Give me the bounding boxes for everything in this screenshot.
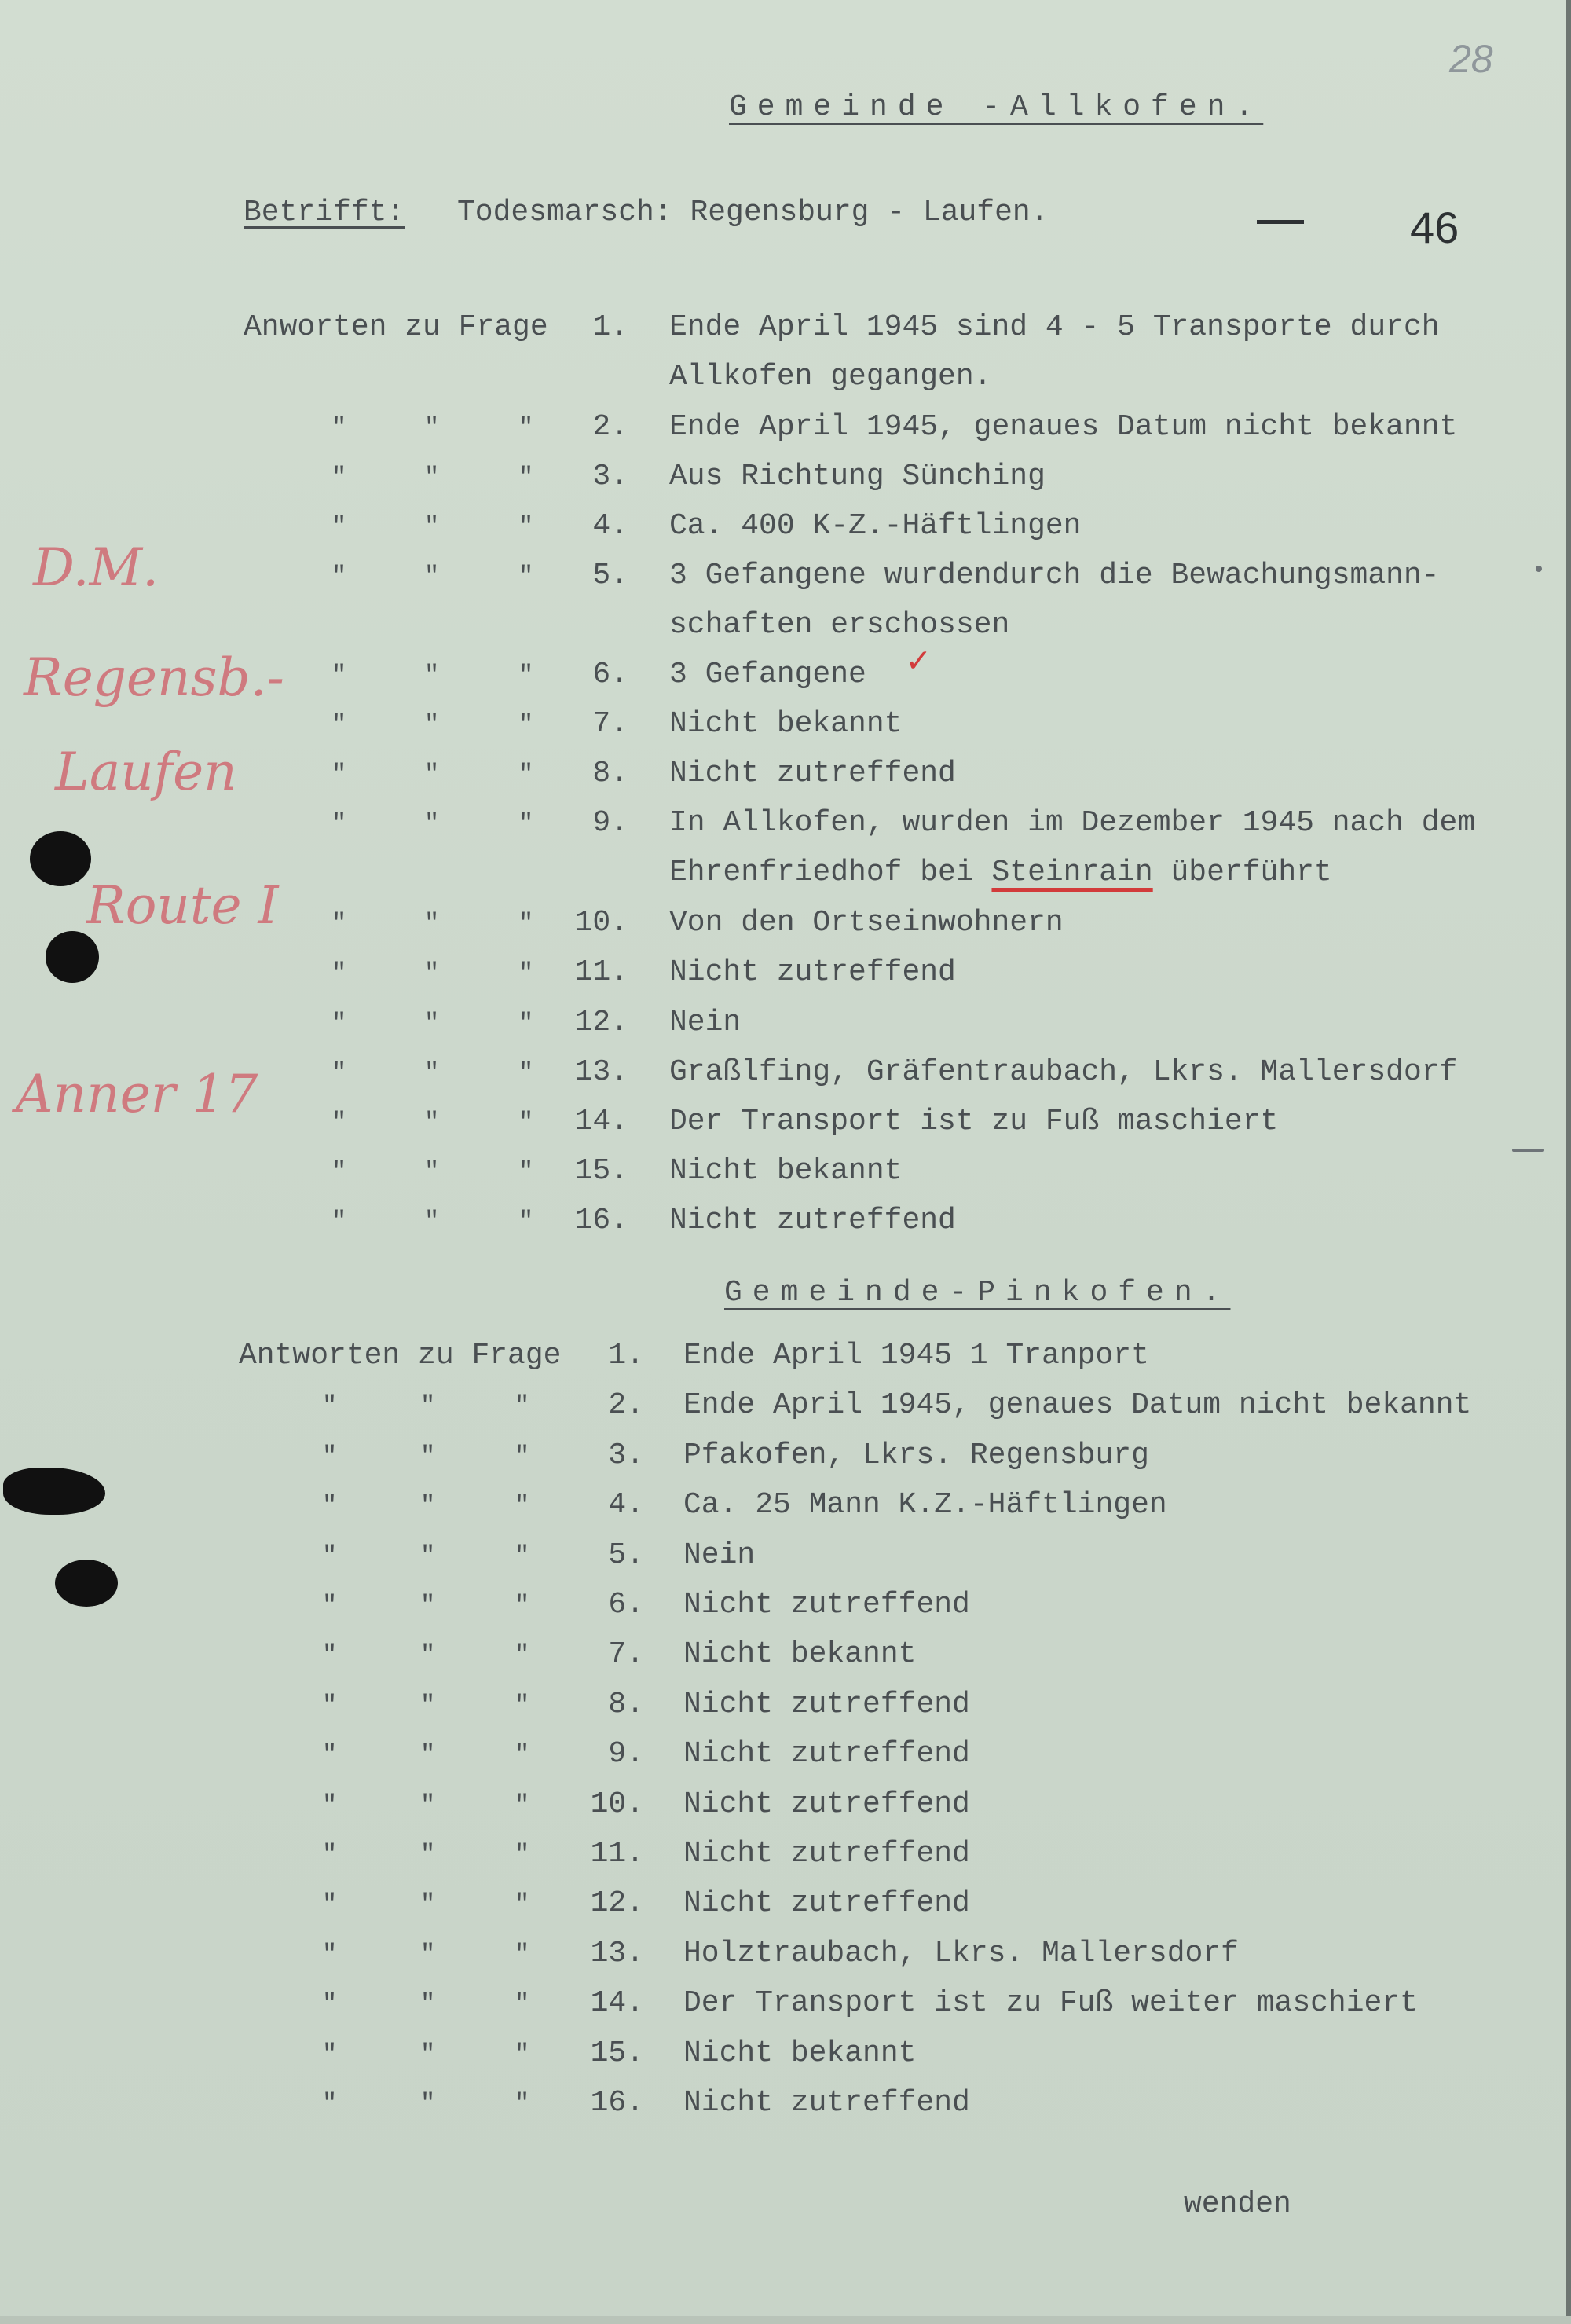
question-number: 11. <box>590 1837 644 1871</box>
ditto-mark: " <box>331 1058 347 1087</box>
answer-line: Der Transport ist zu Fuß weiter maschiert <box>683 1986 1418 2020</box>
ditto-mark: " <box>331 562 347 591</box>
question-number: 6. <box>608 1588 644 1622</box>
answer-line: Nicht zutreffend <box>669 955 956 989</box>
question-number: 1. <box>592 310 628 344</box>
ditto-mark: " <box>515 1391 530 1420</box>
ditto-mark: " <box>331 661 347 690</box>
ditto-mark: " <box>322 1591 338 1620</box>
ditto-mark: " <box>424 413 440 442</box>
answer-line: Ende April 1945 1 Tranport <box>683 1339 1149 1373</box>
punch-hole <box>55 1560 118 1607</box>
question-number: 15. <box>574 1154 628 1188</box>
ditto-mark: " <box>424 909 440 938</box>
question-lead: Antworten zu Frage <box>239 1339 562 1373</box>
question-number: 7. <box>592 707 628 741</box>
ditto-mark: " <box>424 809 440 838</box>
ditto-mark: " <box>331 512 347 541</box>
ditto-mark: " <box>518 1058 534 1087</box>
ditto-mark: " <box>515 1691 530 1720</box>
ditto-mark: " <box>518 1157 534 1186</box>
question-number: 13. <box>590 1937 644 1970</box>
ditto-mark: " <box>331 809 347 838</box>
page-edge-shadow <box>1566 0 1571 2324</box>
answer-line: Nicht zutreffend <box>683 1837 970 1871</box>
ditto-mark: " <box>420 1691 436 1720</box>
ditto-mark: " <box>424 661 440 690</box>
stamp-dash <box>1257 220 1304 224</box>
answer-line: Nicht bekannt <box>669 707 903 741</box>
ditto-mark: " <box>424 463 440 492</box>
ditto-mark: " <box>424 512 440 541</box>
answer-line: Ende April 1945 sind 4 - 5 Transporte durch <box>669 310 1440 344</box>
ditto-mark: " <box>515 2040 530 2069</box>
red-checkmark: ✓ <box>907 642 929 683</box>
punch-hole <box>46 931 99 983</box>
answer-line: Von den Ortseinwohnern <box>669 906 1064 940</box>
question-number: 8. <box>592 757 628 790</box>
answer-line: Allkofen gegangen. <box>669 360 992 394</box>
question-number: 4. <box>608 1488 644 1522</box>
question-number: 14. <box>590 1986 644 2020</box>
ditto-mark: " <box>331 710 347 739</box>
ditto-mark: " <box>322 1740 338 1769</box>
answer-line: Ca. 400 K-Z.-Häftlingen <box>669 509 1082 543</box>
ditto-mark: " <box>420 1890 436 1919</box>
ditto-mark: " <box>420 1640 436 1670</box>
question-number: 14. <box>574 1105 628 1138</box>
ditto-mark: " <box>420 1541 436 1571</box>
ditto-mark: " <box>322 1890 338 1919</box>
section1-title: Gemeinde -Allkofen. <box>729 90 1264 124</box>
subject-label: Betrifft: <box>244 196 405 229</box>
ditto-mark: " <box>424 1108 440 1137</box>
margin-note: Anner 17 <box>16 1064 258 1124</box>
ditto-mark: " <box>420 1840 436 1869</box>
answer-line: Nicht zutreffend <box>683 1737 970 1771</box>
ditto-mark: " <box>420 1442 436 1471</box>
question-number: 12. <box>574 1006 628 1039</box>
question-number: 12. <box>590 1886 644 1920</box>
answer-line: Nicht zutreffend <box>683 1787 970 1821</box>
ditto-mark: " <box>420 1740 436 1769</box>
section2-title: Gemeinde-Pinkofen. <box>724 1276 1231 1310</box>
ditto-mark: " <box>420 2089 436 2118</box>
ditto-mark: " <box>518 562 534 591</box>
ditto-mark: " <box>420 2040 436 2069</box>
ditto-mark: " <box>420 1989 436 2018</box>
ditto-mark: " <box>331 413 347 442</box>
ditto-mark: " <box>424 1157 440 1186</box>
ditto-mark: " <box>322 2040 338 2069</box>
ditto-mark: " <box>322 2089 338 2118</box>
answer-line: 3 Gefangene wurdendurch die Bewachungsmann- <box>669 559 1440 592</box>
answer-line: Nicht zutreffend <box>669 757 956 790</box>
answer-line: Nicht bekannt <box>683 2036 917 2070</box>
question-number: 9. <box>592 806 628 840</box>
question-number: 3. <box>608 1439 644 1472</box>
subject-text: Todesmarsch: Regensburg - Laufen. <box>457 196 1049 229</box>
ditto-mark: " <box>331 909 347 938</box>
ditto-mark: " <box>331 1207 347 1236</box>
ditto-mark: " <box>322 1640 338 1670</box>
question-number: 3. <box>592 460 628 493</box>
turn-over-note: wenden <box>1184 2187 1291 2221</box>
ditto-mark: " <box>518 463 534 492</box>
margin-note: Regensb.- <box>24 647 284 708</box>
answer-line: Holztraubach, Lkrs. Mallersdorf <box>683 1937 1239 1970</box>
ditto-mark: " <box>515 1840 530 1869</box>
ditto-mark: " <box>515 1491 530 1520</box>
ditto-mark: " <box>331 1157 347 1186</box>
ditto-mark: " <box>518 661 534 690</box>
answer-line: Graßlfing, Gräfentraubach, Lkrs. Mallersdorf <box>669 1055 1458 1089</box>
question-number: 4. <box>592 509 628 543</box>
answer-line: schaften erschossen <box>669 608 1010 642</box>
margin-note: Laufen <box>55 742 237 802</box>
answer-line: Der Transport ist zu Fuß maschiert <box>669 1105 1279 1138</box>
answer-text: Ehrenfriedhof bei <box>669 856 992 889</box>
ditto-mark: " <box>331 1009 347 1038</box>
answer-line: In Allkofen, wurden im Dezember 1945 nach dem <box>669 806 1476 840</box>
answer-line: Nicht bekannt <box>669 1154 903 1188</box>
question-number: 10. <box>574 906 628 940</box>
answer-line: Nein <box>683 1538 756 1572</box>
ditto-mark: " <box>331 463 347 492</box>
ditto-mark: " <box>424 1058 440 1087</box>
page-bottom-edge <box>0 2316 1571 2324</box>
ditto-mark: " <box>518 809 534 838</box>
answer-line: Nicht zutreffend <box>669 1204 956 1237</box>
answer-line: Nicht bekannt <box>683 1637 917 1671</box>
paper-speck <box>1536 566 1542 572</box>
answer-line: Nicht zutreffend <box>683 1688 970 1721</box>
ditto-mark: " <box>515 1989 530 2018</box>
margin-note: Route I <box>86 875 279 936</box>
ditto-mark: " <box>322 1840 338 1869</box>
question-number: 13. <box>574 1055 628 1089</box>
ditto-mark: " <box>331 760 347 789</box>
ditto-mark: " <box>518 413 534 442</box>
question-number: 6. <box>592 658 628 691</box>
ditto-mark: " <box>518 710 534 739</box>
question-number: 5. <box>592 559 628 592</box>
ditto-mark: " <box>424 1207 440 1236</box>
red-underlined-place: Steinrain <box>991 856 1153 889</box>
answer-line: Nicht zutreffend <box>683 1886 970 1920</box>
ditto-mark: " <box>424 1009 440 1038</box>
question-number: 10. <box>590 1787 644 1821</box>
answer-line: Ca. 25 Mann K.Z.-Häftlingen <box>683 1488 1167 1522</box>
ditto-mark: " <box>322 1391 338 1420</box>
ditto-mark: " <box>420 1491 436 1520</box>
answer-text: überführt <box>1152 856 1332 889</box>
ditto-mark: " <box>322 1541 338 1571</box>
page-number: 28 <box>1449 37 1493 81</box>
answer-line: Nein <box>669 1006 742 1039</box>
question-number: 16. <box>574 1204 628 1237</box>
ditto-mark: " <box>424 710 440 739</box>
punch-hole <box>3 1468 105 1515</box>
margin-note: D.M. <box>33 537 159 598</box>
question-lead: Anworten zu Frage <box>244 310 548 344</box>
answer-line: Aus Richtung Sünching <box>669 460 1046 493</box>
question-number: 1. <box>608 1339 644 1373</box>
ditto-mark: " <box>515 1591 530 1620</box>
ditto-mark: " <box>515 1442 530 1471</box>
ditto-mark: " <box>331 1108 347 1137</box>
ditto-mark: " <box>518 512 534 541</box>
paper-speck <box>1512 1149 1544 1152</box>
ditto-mark: " <box>515 1541 530 1571</box>
ditto-mark: " <box>424 959 440 988</box>
ditto-mark: " <box>322 1989 338 2018</box>
punch-hole <box>30 831 91 886</box>
ditto-mark: " <box>518 1009 534 1038</box>
ditto-mark: " <box>518 760 534 789</box>
ditto-mark: " <box>331 959 347 988</box>
answer-line <box>669 858 1332 888</box>
question-number: 7. <box>608 1637 644 1671</box>
question-number: 16. <box>590 2086 644 2120</box>
ditto-mark: " <box>515 1791 530 1820</box>
answer-line: Nicht zutreffend <box>683 2086 970 2120</box>
answer-line: 3 Gefangene <box>669 658 866 691</box>
ditto-mark: " <box>518 909 534 938</box>
question-number: 2. <box>592 410 628 444</box>
ditto-mark: " <box>322 1940 338 1969</box>
ditto-mark: " <box>518 959 534 988</box>
ditto-mark: " <box>424 760 440 789</box>
ditto-mark: " <box>515 1740 530 1769</box>
answer-line: Ende April 1945, genaues Datum nicht bekannt <box>669 410 1458 444</box>
question-number: 5. <box>608 1538 644 1572</box>
question-number: 15. <box>590 2036 644 2070</box>
answer-line: Nicht zutreffend <box>683 1588 970 1622</box>
ditto-mark: " <box>424 562 440 591</box>
ditto-mark: " <box>420 1591 436 1620</box>
ditto-mark: " <box>322 1491 338 1520</box>
question-number: 9. <box>608 1737 644 1771</box>
document-number: 46 <box>1410 203 1459 252</box>
ditto-mark: " <box>420 1391 436 1420</box>
ditto-mark: " <box>322 1691 338 1720</box>
answer-line: Ende April 1945, genaues Datum nicht bekannt <box>683 1388 1472 1422</box>
answer-line: Pfakofen, Lkrs. Regensburg <box>683 1439 1149 1472</box>
ditto-mark: " <box>322 1442 338 1471</box>
ditto-mark: " <box>420 1940 436 1969</box>
question-number: 2. <box>608 1388 644 1422</box>
ditto-mark: " <box>518 1207 534 1236</box>
question-number: 8. <box>608 1688 644 1721</box>
ditto-mark: " <box>518 1108 534 1137</box>
question-number: 11. <box>574 955 628 989</box>
ditto-mark: " <box>515 1890 530 1919</box>
ditto-mark: " <box>515 2089 530 2118</box>
ditto-mark: " <box>515 1940 530 1969</box>
ditto-mark: " <box>420 1791 436 1820</box>
ditto-mark: " <box>515 1640 530 1670</box>
ditto-mark: " <box>322 1791 338 1820</box>
